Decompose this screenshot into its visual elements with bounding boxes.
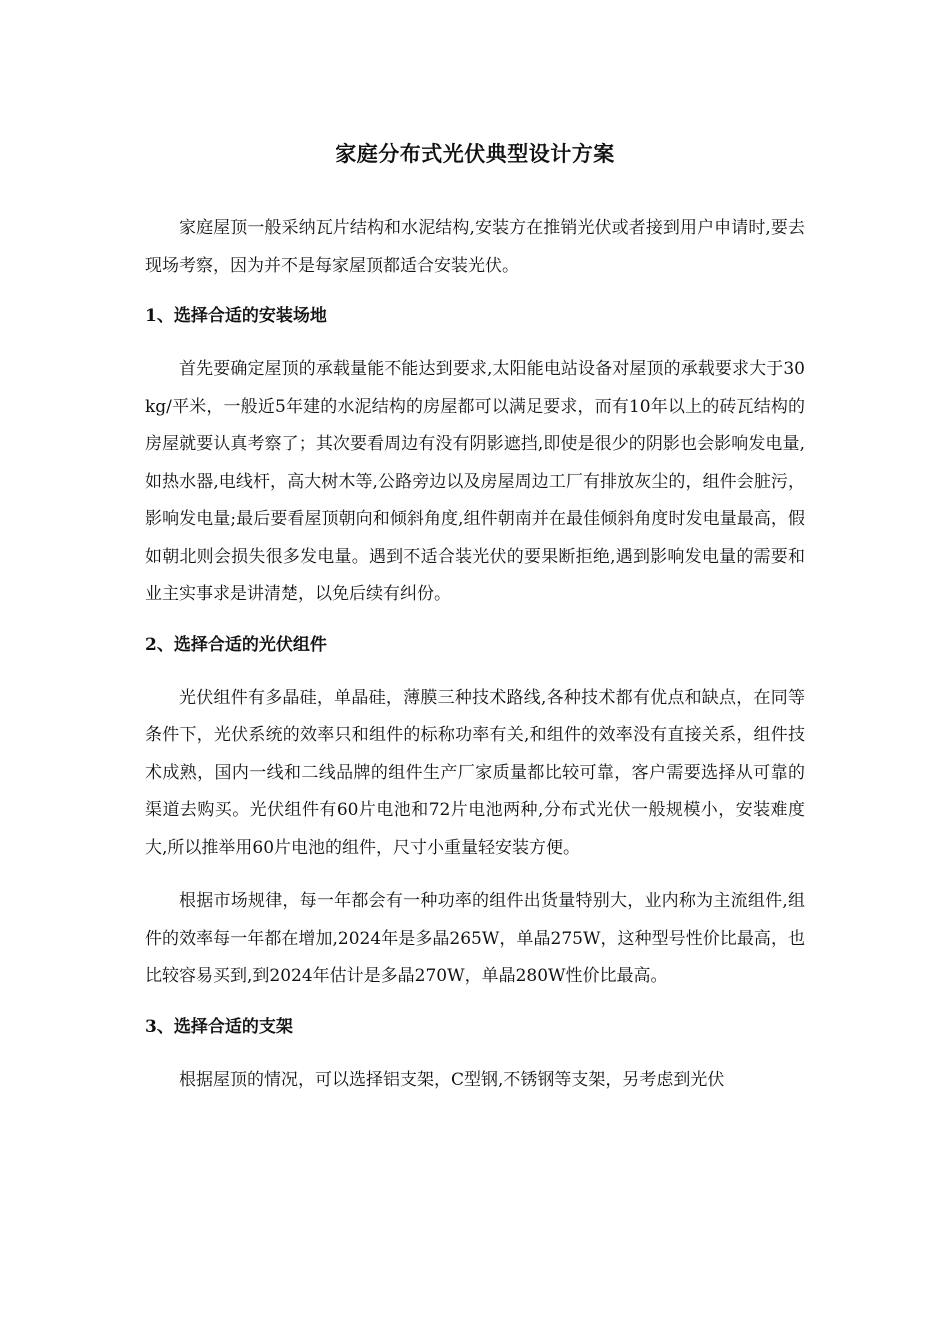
document-title: 家庭分布式光伏典型设计方案 [335,141,615,166]
section-heading-bracket: 3、选择合适的支架 [145,1016,293,1037]
section-paragraph: 首先要确定屋顶的承载量能不能达到要求,太阳能电站设备对屋顶的承载要求大于30kg/平米，一般近5年建的水泥结构的房屋都可以满足要求，而有10年以上的砖瓦结构的房屋就要认真考察了；其次要看周边有没有阴影遮挡,即使是很少的阴影也会影响发电量,如热水器,电线杆，高大树木等,公路旁边以及房屋周边工厂有排放灰尘的，组件会脏污，影响发电量;最后要看屋顶朝向和倾斜角度,组件朝南并在最佳倾斜角度时发电量最高，假如朝北则会损失很多发电量。遇到不适合装光伏的要果断拒绝,遇到影响发电量的需要和业主实事求是讲清楚，以免后续有纠份。 [145,359,805,604]
section-paragraph: 根据屋顶的情况，可以选择铝支架，C型钢,不锈钢等支架，另考虑到光伏 [179,1069,725,1090]
section-heading-site: 1、选择合适的安装场地 [145,306,327,326]
section-paragraph: 根据市场规律，每一年都会有一种功率的组件出货量特别大，业内称为主流组件,组件的效率每一年都在增加,2024年是多晶265W，单晶275W，这种型号性价比最高，也比较容易买到,到2024年估计是多晶270W，单晶280W性价比最高。 [145,891,805,986]
section-paragraph: 光伏组件有多晶硅，单晶硅，薄膜三种技术路线,各种技术都有优点和缺点，在同等条件下，光伏系统的效率只和组件的标称功率有关,和组件的效率没有直接关系，组件技术成熟，国内一线和二线品牌的组件生产厂家质量都比较可靠，客户需要选择从可靠的渠道去购买。光伏组件有60片电池和72片电池两种,分布式光伏一般规模小，安装难度大,所以推举用60片电池的组件，尺寸小重量轻安装方便。 [145,687,805,858]
intro-paragraph: 家庭屋顶一般采纳瓦片结构和水泥结构,安装方在推销光伏或者接到用户申请时,要去现场考察，因为并不是每家屋顶都适合安装光伏。 [145,218,805,276]
section-heading-modules: 2、选择合适的光伏组件 [145,634,327,655]
document-body [145,130,805,1115]
